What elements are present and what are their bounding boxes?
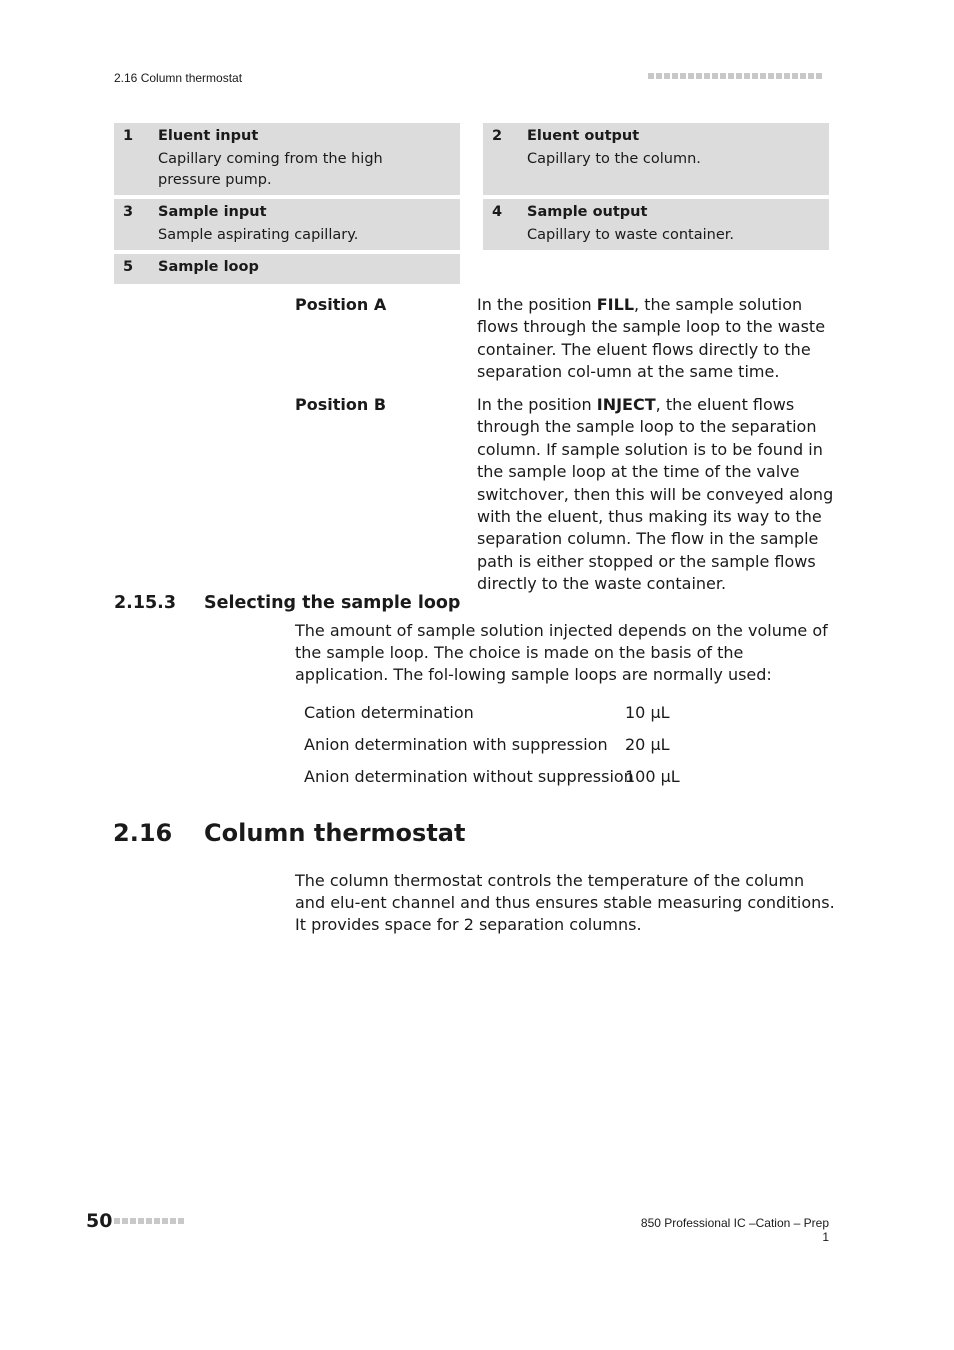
legend-description: Capillary coming from the high pressure pump. [158,151,383,188]
legend-item-4 [483,199,829,250]
loop-row-volume: 20 µL [625,735,670,754]
fill-keyword: FILL [596,295,635,314]
section-number: 2.15.3 [114,593,177,613]
legend-title: Eluent input [158,128,259,144]
position-a-label: Position A [295,295,387,314]
legend-title: Sample input [158,204,267,220]
legend-item-1 [114,123,460,195]
loop-row-name: Cation determination [304,703,474,722]
legend-description: Capillary to the column. [527,151,701,167]
legend-description: Capillary to waste container. [527,227,735,243]
position-b-text: In the position INJECT, the eluent flows through the sample loop to the separation column. If sample solution is to be found in the sample loop at the time of the valve switchover, then this will be conveyed along with the eluent, thus making its way to the separation column. The flow in the sample path is either stopped or the sample flows directly to the waste container. [477,395,834,594]
header-decoration-dots [648,73,822,79]
legend-title: Sample output [527,204,648,220]
running-header: 2.16 Column thermostat [114,71,243,85]
legend-title: Eluent output [527,128,640,144]
legend-number: 4 [492,204,503,220]
section-title: Selecting the sample loop [204,593,461,613]
legend-number: 2 [492,128,503,144]
legend-description: Sample aspirating capillary. [158,227,359,243]
position-b-label: Position B [295,395,387,414]
loop-row-volume: 100 µL [625,767,680,786]
loop-row-name: Anion determination with suppression [304,735,608,754]
chapter-title: Column thermostat [204,819,466,847]
chapter-number: 2.16 [113,819,173,847]
inject-keyword: INJECT [596,395,656,414]
legend-item-3 [114,199,460,250]
chapter-body: The column thermostat controls the temperature of the column and elu-ent channel and thus ensures stable measuring conditions. It provides space for 2 separation columns. [295,871,835,935]
section-body: The amount of sample solution injected depends on the volume of the sample loop. The choice is made on the basis of the application. The fol-lowing sample loops are normally used: [295,621,828,685]
legend-number: 3 [123,204,134,220]
legend-title: Sample loop [158,259,259,275]
footer-document-title: 850 Professional IC –Cation – Prep 1 [640,1216,829,1244]
legend-item-5 [114,254,460,284]
footer-decoration-dots [114,1218,184,1224]
page-number: 50 [86,1210,113,1232]
legend-number: 5 [123,259,134,275]
loop-row-volume: 10 µL [625,703,670,722]
loop-row-name: Anion determination without suppression [304,767,634,786]
legend-number: 1 [123,128,134,144]
position-a-text: In the position FILL, the sample solution flows through the sample loop to the waste container. The eluent flows directly to the separation col-umn at the same time. [477,295,826,382]
legend-item-2 [483,123,829,195]
